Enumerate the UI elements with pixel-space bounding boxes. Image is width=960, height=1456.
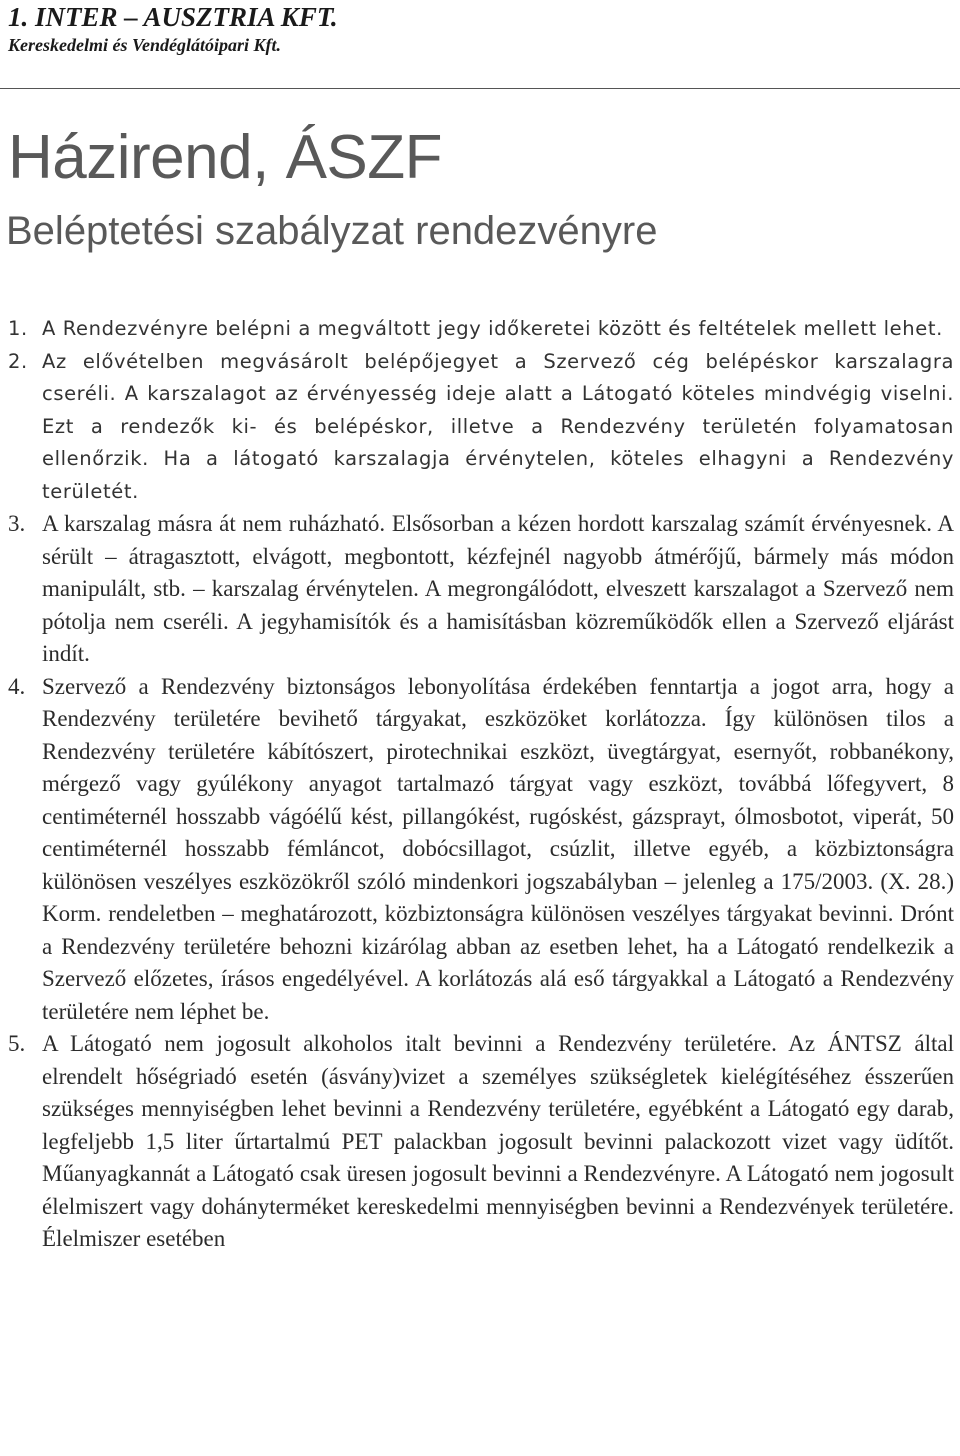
document-title: Házirend, ÁSZF	[8, 123, 443, 192]
document-subtitle: Beléptetési szabályzat rendezvényre	[6, 209, 658, 253]
rules-list	[0, 313, 954, 1256]
rule-number: 3.	[8, 511, 26, 536]
header-divider	[0, 88, 960, 89]
rule-item-4	[0, 671, 954, 1029]
rule-number: 4.	[8, 673, 26, 699]
rule-number: 1.	[8, 317, 28, 340]
company-name: 1. INTER – AUSZTRIA KFT.	[8, 2, 338, 32]
rule-item-2	[0, 346, 954, 509]
rule-text: A Látogató nem jogosult alkoholos italt bevinni a Rendezvény területére. Az ÁNTSZ által elrendelt hőségriadó esetén (ásvány)vizet a személyes szükségletek kielégítéséhez ésszerűen szükséges mennyiségben lehet bevinni a Rendezvény területére, egyébként a Látogató egy darab, legfeljebb 1,5 liter űrtartalmú PET palackban jogosult bevinni palackozott vizet vagy üdítőt. Műanyagkannát a Látogató csak üresen jogosult bevinni a Rendezvényre. A Látogató nem jogosult élelmiszert vagy dohányterméket kereskedelmi mennyiségben bevinni a Rendezvények területére. Élelmiszer esetében	[42, 1031, 954, 1251]
rule-text: Az elővételben megvásárolt belépőjegyet a Szervező cég belépéskor karszalagra cseréli. A karszalagot az érvényesség ideje alatt a Látogató köteles mindvégig viselni. Ezt a rendezők ki- és belépéskor, illetve a Rendezvény területén folyamatosan ellenőrzik. Ha a látogató karszalagja érvénytelen, köteles elhagyni a Rendezvény területét.	[42, 349, 954, 503]
rule-text: Szervező a Rendezvény biztonságos lebonyolítása érdekében fenntartja a jogot arra, hogy a Rendezvény területére bevihető tárgyakat, eszközöket korlátozza. Így különösen tilos a Rendezvény területére kábítószert, pirotechnikai eszközt, üvegtárgyat, esernyőt, robbanékony, mérgező vagy gyúlékony anyagot tartalmazó tárgyat vagy eszközt, továbbá lőfegyvert, 8 centiméternél hosszabb vágóélű kést, pillangókést, rugóskést, gázsprayt, ólmosbotot, viperát, 50 centiméternél hosszabb fémláncot, dobócsillagot, csúzlit, illetve egyéb, a közbiztonságra különösen veszélyes eszközökről szóló mindenkori jogszabályban – jelenleg a 175/2003. (X. 28.) Korm. rendeletben – meghatározott, közbiztonságra különösen veszélyes tárgyakat bevinni. Drónt a Rendezvény területére behozni kizárólag abban az esetben lehet, ha a Látogató rendelkezik a Szervező előzetes, írásos engedélyével. A korlátozás alá eső tárgyakkal a Látogató a Rendezvény területére nem léphet be.	[42, 673, 954, 1024]
rule-text: A Rendezvényre belépni a megváltott jegy időkeretei között és feltételek mellett lehet.	[42, 317, 943, 340]
rule-item-3	[0, 508, 954, 671]
rule-text: A karszalag másra át nem ruházható. Elsősorban a kézen hordott karszalag számít érvényesnek. A sérült – átragasztott, elvágott, megbontott, kézfejnél nagyobb átmérőjű, bármely más módon manipulált, stb. – karszalag érvénytelen. A megrongálódott, elveszett karszalagot a Szervező nem pótolja nem cseréli. A jegyhamisítók és a hamisításban közreműködők ellen a Szervező eljárást indít.	[42, 511, 954, 666]
rule-item-1	[0, 313, 954, 346]
rule-number: 5.	[8, 1031, 26, 1056]
rule-item-5	[0, 1028, 954, 1256]
company-header	[0, 0, 960, 56]
rule-number: 2.	[8, 349, 28, 373]
company-subtitle: Kereskedelmi és Vendéglátóipari Kft.	[8, 35, 281, 55]
